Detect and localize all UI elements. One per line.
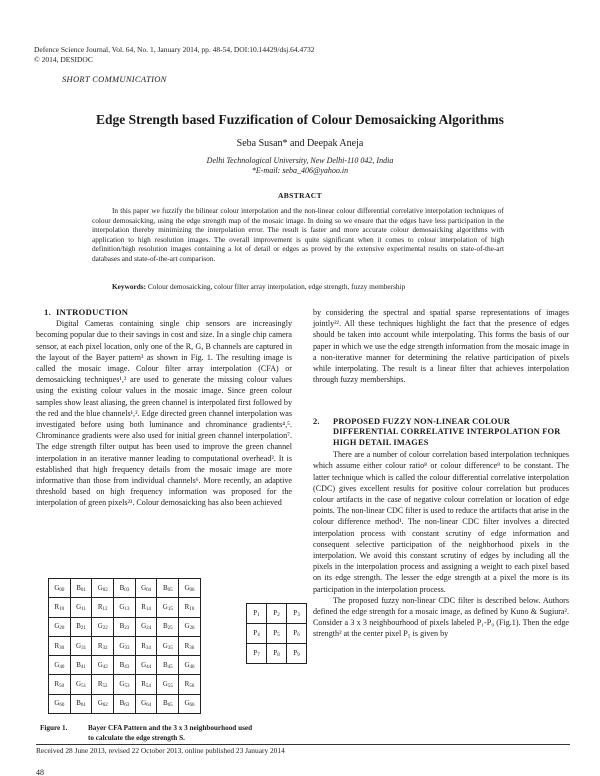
bayer-index: 26 [189, 626, 195, 632]
bayer-letter: B [119, 699, 125, 708]
bayer-letter: G [119, 680, 125, 689]
neighbourhood-row [247, 624, 307, 644]
intro-title: INTRODUCTION [55, 307, 129, 317]
keywords-label: Keywords: [112, 282, 147, 291]
neighbourhood-cell [267, 644, 287, 664]
bayer-letter: R [184, 641, 190, 650]
neighbourhood-cell [267, 604, 287, 624]
bayer-cell [157, 694, 179, 713]
bayer-cell [92, 579, 114, 598]
neighbourhood-index: 2 [277, 613, 280, 618]
keywords-text: Colour demosaicking, colour filter array interpolation, edge strength, fuzzy membership [147, 282, 406, 291]
bayer-index: 42 [102, 664, 108, 670]
bayer-cell [135, 694, 157, 713]
bayer-letter: G [54, 699, 60, 708]
neighbourhood-index: 6 [297, 633, 300, 638]
neighbourhood-row [247, 644, 307, 664]
section-2-title: PROPOSED FUZZY NON-LINEAR COLOUR DIFFERENTIAL CORRELATIVE INTERPOLATION FOR HIGH DETAIL IMAGES [333, 417, 561, 447]
bayer-cell [70, 617, 92, 636]
bayer-letter: G [184, 622, 190, 631]
neighbourhood-index: 1 [257, 613, 260, 618]
intro-paragraph: Digital Cameras containing single chip sensors are increasingly becoming popular due to their savings in cost and size. In a single chip camera sensor, at each pixel location, only one of the R, G, B channels are captured in the layout of the Bayer pattern³ as shown in Fig. 1. The resulting image is called the mosaic image. Colour filter array interpolation (CFA) or demosaicking techniques¹,² are used to generate the missing colour values using the existing colour values in the mosaic image. Since green colour samples show least aliasing, the green channel is interpolated first followed by the red and the blue channels¹,². Edge directed green channel interpolation was investigated before using both luminance and chrominance gradients⁴,⁵. Chrominance gradients were also used for initial green channel interpolation⁷. The edge strength filter output has been used to improve the green channel interpolation in an iterative manner leading to computational overhead². It is established that high frequency details from the mosaic image are more informative than those from individual channels⁶. More recently, an adaptive threshold based on high frequency information was proposed for the interpolation of green pixels²³. Colour demosaicking has also been achieved [36, 319, 292, 508]
neighbourhood-letter: P [253, 629, 258, 637]
bayer-letter: G [76, 680, 82, 689]
bayer-index: 10 [59, 606, 65, 612]
bayer-cell [114, 636, 136, 655]
bayer-index: 30 [59, 645, 65, 651]
section-2 [313, 417, 569, 640]
bayer-index: 33 [124, 645, 130, 651]
bayer-letter: R [97, 602, 103, 611]
bayer-index: 34 [145, 645, 151, 651]
bayer-letter: B [119, 622, 125, 631]
bayer-letter: G [184, 660, 190, 669]
bayer-letter: G [119, 641, 125, 650]
section-2-heading [313, 417, 569, 448]
bayer-cell [135, 579, 157, 598]
bayer-letter: R [54, 602, 60, 611]
bayer-row [49, 656, 201, 675]
bayer-letter: G [184, 583, 190, 592]
bayer-letter: R [184, 602, 190, 611]
bayer-cell [135, 636, 157, 655]
neighbourhood-index: 5 [277, 633, 280, 638]
bayer-cell [135, 598, 157, 617]
bayer-letter: B [119, 660, 125, 669]
bayer-cell [157, 579, 179, 598]
bayer-cell [49, 617, 71, 636]
bayer-letter: B [76, 660, 81, 669]
bayer-letter: B [119, 583, 125, 592]
bayer-cell [49, 598, 71, 617]
bayer-letter: R [97, 680, 103, 689]
bayer-cell [179, 694, 201, 713]
neighbourhood-cell [287, 604, 307, 624]
bayer-index: 40 [59, 664, 65, 670]
bayer-letter: G [162, 680, 168, 689]
bayer-index: 00 [59, 587, 65, 593]
neighbourhood-cell [247, 624, 267, 644]
bayer-letter: G [97, 583, 103, 592]
bayer-index: 25 [167, 626, 173, 632]
bayer-letter: B [76, 583, 81, 592]
bayer-row [49, 675, 201, 694]
bayer-index: 02 [102, 587, 108, 593]
neighbourhood-letter: P [293, 609, 298, 617]
bayer-cell [179, 617, 201, 636]
bayer-cell [114, 656, 136, 675]
bayer-cell [157, 598, 179, 617]
bayer-cell [92, 617, 114, 636]
bayer-letter: R [97, 641, 103, 650]
bayer-index: 55 [167, 684, 173, 690]
bayer-index: 43 [124, 664, 130, 670]
bayer-letter: G [141, 583, 147, 592]
neighbourhood-cell [287, 644, 307, 664]
bayer-cell [92, 656, 114, 675]
bayer-index: 63 [124, 703, 130, 709]
bayer-letter: R [54, 641, 60, 650]
figure-1-caption-line1: Bayer CFA Pattern and the 3 x 3 neighbourhood used [88, 724, 253, 732]
bayer-cell [49, 656, 71, 675]
bayer-index: 20 [59, 626, 65, 632]
bayer-letter: G [97, 660, 103, 669]
bayer-letter: B [162, 583, 168, 592]
bayer-index: 64 [146, 703, 152, 709]
abstract-text: In this paper we fuzzify the bilinear colour interpolation and the non-linear colour differential correlative interpolation techniques of colour demosaicking, using the edge strength map of the mosaic image. In doing so we ensure that the edges have less participation in the interpolation thereby minimizing the interpolation error. The result is faster and more accurate colour demosaicking algorithms with application to high resolution images. The overall improvement is quite significant when it comes to colour interpolation of high definition/high resolution images containing a lot of detail or edges as proved by the extensive experimental results on state-of-the-art databases and state-of-the-art comparison. [92, 206, 504, 263]
bayer-cell [92, 675, 114, 694]
bayer-cell [92, 636, 114, 655]
bayer-index: 11 [81, 606, 86, 612]
bayer-cell [49, 694, 71, 713]
article-type: SHORT COMMUNICATION [62, 74, 167, 84]
bayer-cell [179, 675, 201, 694]
neighbourhood-cell [247, 644, 267, 664]
bayer-letter: G [54, 660, 60, 669]
bayer-letter: B [162, 622, 168, 631]
neighbourhood-letter: P [293, 629, 298, 637]
neighbourhood-index: 3 [297, 613, 300, 618]
bayer-letter: R [141, 680, 146, 689]
bayer-letter: R [54, 680, 60, 689]
bayer-cell [157, 656, 179, 675]
bayer-index: 31 [81, 645, 87, 651]
neighbourhood-letter: P [273, 609, 278, 617]
bayer-cell [157, 636, 179, 655]
bayer-cell [114, 598, 136, 617]
bayer-letter: G [97, 699, 103, 708]
bayer-cell [92, 598, 114, 617]
neighbourhood-letter: P [253, 609, 258, 617]
bayer-index: 04 [146, 587, 152, 593]
bayer-cell [49, 675, 71, 694]
author-email[interactable]: *E-mail: seba_406@yahoo.in [251, 166, 349, 175]
bayer-row [49, 636, 201, 655]
bayer-index: 66 [189, 703, 195, 709]
bayer-index: 21 [80, 626, 86, 632]
bayer-cell [114, 617, 136, 636]
bayer-letter: G [141, 699, 147, 708]
bayer-index: 13 [124, 606, 130, 612]
bayer-cfa-grid [48, 578, 201, 714]
neighbourhood-index: 8 [277, 653, 280, 658]
journal-header [34, 45, 315, 65]
bayer-index: 15 [167, 606, 173, 612]
paper-title: Edge Strength based Fuzzification of Colour Demosaicking Algorithms [96, 112, 504, 127]
bayer-index: 52 [102, 684, 108, 690]
bayer-cell [114, 579, 136, 598]
bayer-cell [179, 656, 201, 675]
bayer-letter: R [141, 641, 146, 650]
bayer-letter: G [76, 602, 82, 611]
neighbourhood-letter: P [273, 649, 278, 657]
bayer-index: 46 [189, 664, 195, 670]
bayer-cell [179, 598, 201, 617]
bayer-row [49, 694, 201, 713]
bayer-cell [70, 656, 92, 675]
neighbourhood-cell [247, 604, 267, 624]
bayer-index: 54 [145, 684, 151, 690]
neighbourhood-row [247, 604, 307, 624]
bayer-cell [49, 579, 71, 598]
affiliation-block [0, 156, 600, 176]
bayer-index: 03 [124, 587, 130, 593]
section-2-paragraph-2: The proposed fuzzy non-linear CDC filter is described below. Authors defined the edge strength for a mosaic image, as defined by Kuno & Sugiura². Consider a 3 x 3 neighbourhood of pixels labeled P₁-P₉ (Fig.1). Then the edge strength² at the center pixel P₅ is given by [313, 595, 569, 639]
bayer-index: 22 [102, 626, 108, 632]
bayer-index: 35 [167, 645, 173, 651]
bayer-cell [49, 636, 71, 655]
bayer-index: 51 [81, 684, 87, 690]
bayer-index: 41 [80, 664, 86, 670]
bayer-index: 65 [167, 703, 173, 709]
bayer-letter: B [76, 699, 81, 708]
bayer-index: 56 [189, 684, 195, 690]
page-number: 48 [36, 768, 44, 776]
figure-1-caption-line2: to calculate the edge strength S. [88, 734, 185, 742]
bayer-cell [135, 656, 157, 675]
neighbourhood-cell [267, 624, 287, 644]
bayer-row [49, 598, 201, 617]
figure-1-caption [40, 723, 302, 743]
neighbourhood-grid [246, 603, 307, 664]
bayer-index: 61 [80, 703, 86, 709]
bayer-index: 24 [146, 626, 152, 632]
intro-number: 1. [44, 307, 52, 317]
intro-heading [44, 307, 292, 318]
journal-citation: Defence Science Journal, Vol. 64, No. 1, January 2014, pp. 48-54, DOI:10.14429/dsj.64.4732 [34, 45, 315, 54]
bayer-row [49, 617, 201, 636]
bayer-index: 06 [189, 587, 195, 593]
neighbourhood-cell [287, 624, 307, 644]
bayer-letter: G [141, 622, 147, 631]
bayer-letter: B [162, 660, 168, 669]
bayer-index: 05 [167, 587, 173, 593]
neighbourhood-letter: P [273, 629, 278, 637]
intro-paragraph-continued: by considering the spectral and spatial sparse representations of images jointly²². All these techniques highlight the fact that the presence of edges should be taken into account while interpolating. This forms the basis of our paper in which we use the edge strength information from the mosaic image in a non-iterative manner for determining the relative participation of pixels while interpolating. The result is a linear filter that achieves interpolation through fuzzy memberships. [313, 308, 569, 385]
bayer-cell [157, 617, 179, 636]
received-dates: Received 28 June 2013, revised 22 October 2013, online published 23 January 2014 [36, 744, 570, 755]
bayer-letter: G [184, 699, 190, 708]
copyright: © 2014, DESIDOC [34, 55, 93, 64]
bayer-index: 12 [102, 606, 108, 612]
bayer-cell [179, 636, 201, 655]
bayer-letter: G [97, 622, 103, 631]
section-2-paragraph-1: There are a number of colour correlation based interpolation techniques which assume either colour ratio⁸ or colour difference⁹ to be constant. The latter technique which is called the colour differential correlative interpolation (CDC) gives excellent results for positive colour correlation but produces colour artifacts in the case of negative colour correlation or location of edge points. The non-linear CDC filter is used to reduce the artifacts that arise in the colour difference method¹. The non-linear CDC filter involves a directed interpolation process with constant scrutiny of edge information and consequent selective participation of the neighborhood pixels in the interpolation. We avoid this constant scrutiny of edges by including all the pixels in the interpolation process and assigning a weight to each pixel based on its edge strength. The lesser the edge strength at a pixel the more is its participation in the interpolation process. [313, 450, 569, 594]
bayer-index: 32 [102, 645, 108, 651]
bayer-cell [70, 636, 92, 655]
abstract-heading: ABSTRACT [277, 191, 323, 200]
neighbourhood-index: 4 [257, 633, 260, 638]
bayer-index: 36 [189, 645, 195, 651]
bayer-cell [92, 694, 114, 713]
bayer-cell [135, 675, 157, 694]
bayer-index: 23 [124, 626, 130, 632]
bayer-cell [157, 675, 179, 694]
bayer-index: 53 [124, 684, 130, 690]
bayer-letter: B [76, 622, 81, 631]
bayer-cell [114, 694, 136, 713]
section-2-number: 2. [313, 417, 320, 426]
bayer-letter: G [119, 602, 125, 611]
figure-1-label: Figure 1. [40, 724, 68, 732]
left-column [36, 307, 292, 509]
neighbourhood-letter: P [293, 649, 298, 657]
bayer-cell [179, 579, 201, 598]
authors: Seba Susan* and Deepak Aneja [236, 138, 364, 149]
bayer-letter: G [54, 622, 60, 631]
bayer-index: 44 [146, 664, 152, 670]
bayer-letter: G [76, 641, 82, 650]
bayer-letter: G [162, 602, 168, 611]
bayer-cell [70, 675, 92, 694]
bayer-index: 60 [59, 703, 65, 709]
affiliation: Delhi Technological University, New Delhi-110 042, India [206, 156, 394, 165]
bayer-index: 16 [189, 606, 195, 612]
neighbourhood-index: 9 [297, 653, 300, 658]
right-column [313, 307, 569, 385]
keywords [112, 282, 512, 292]
bayer-index: 14 [145, 606, 151, 612]
bayer-index: 01 [80, 587, 86, 593]
bayer-letter: G [54, 583, 60, 592]
bayer-letter: G [141, 660, 147, 669]
bayer-index: 62 [102, 703, 108, 709]
bayer-cell [135, 617, 157, 636]
bayer-row [49, 579, 201, 598]
bayer-cell [70, 579, 92, 598]
bayer-index: 45 [167, 664, 173, 670]
bayer-index: 50 [59, 684, 65, 690]
bayer-letter: G [162, 641, 168, 650]
bayer-cell [114, 675, 136, 694]
bayer-letter: R [141, 602, 146, 611]
neighbourhood-letter: P [253, 649, 258, 657]
bayer-cell [70, 694, 92, 713]
neighbourhood-index: 7 [257, 653, 260, 658]
bayer-letter: R [184, 680, 190, 689]
bayer-cell [70, 598, 92, 617]
bayer-letter: B [162, 699, 168, 708]
